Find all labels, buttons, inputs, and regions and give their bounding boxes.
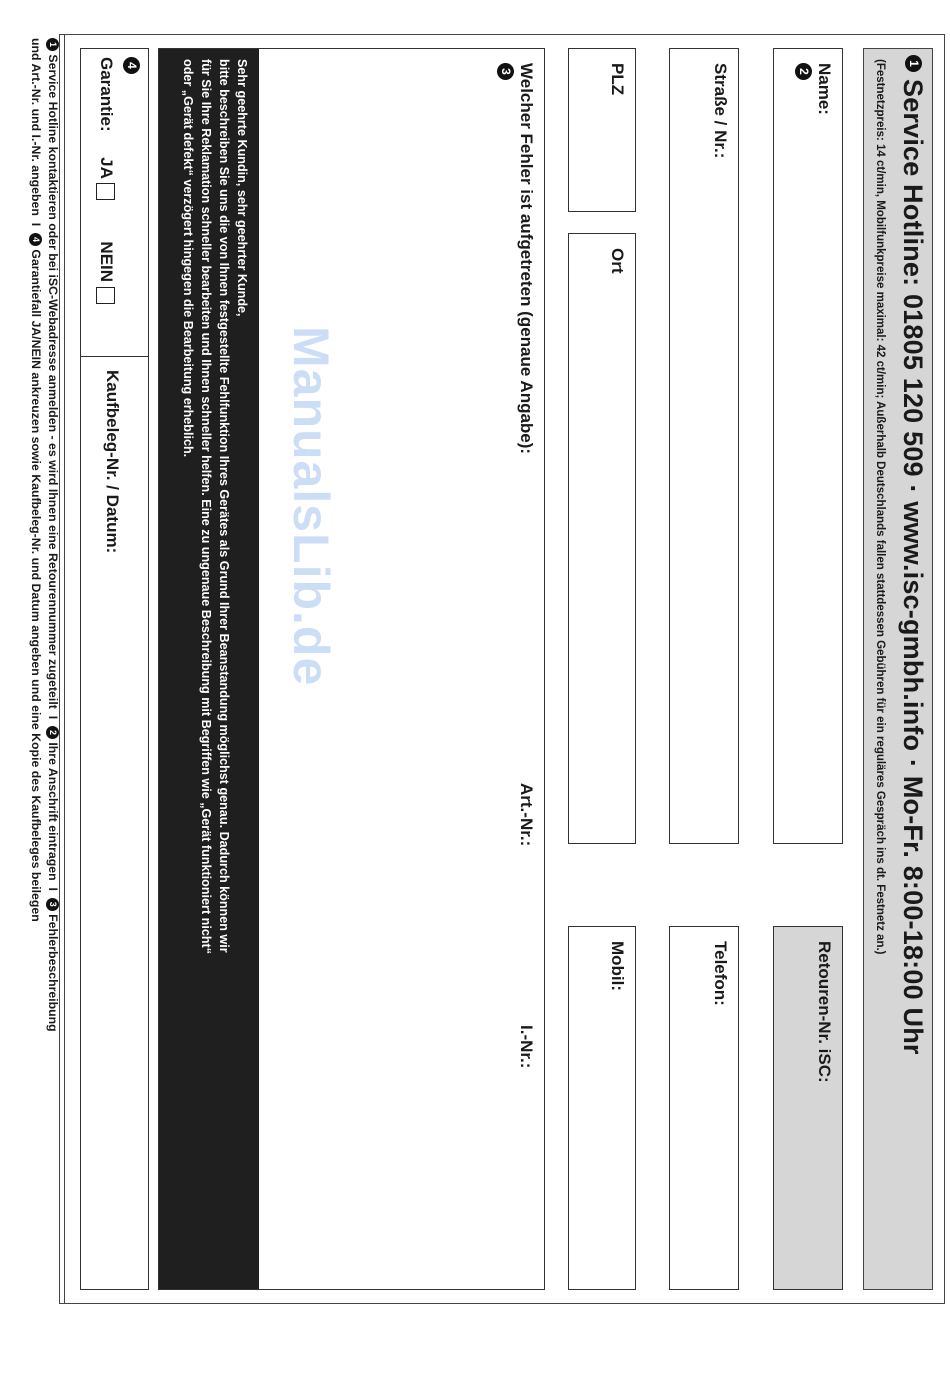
step-3-marker: 3 (497, 63, 514, 80)
footer-line-2 (27, 38, 44, 1300)
footer-separator: I (46, 887, 60, 891)
footer-separator: I (46, 715, 60, 720)
step-4-marker: 4 (123, 57, 140, 74)
customer-notice (159, 49, 259, 1289)
guarantee-no-label: NEIN (97, 241, 116, 283)
return-number-field[interactable] (773, 926, 843, 1290)
guarantee-section (80, 48, 149, 1290)
footer-step-3-marker: 3 (46, 898, 59, 911)
footer-separator: I (29, 222, 43, 227)
footer-step-3-text: Fehlerbeschreibung (46, 914, 60, 1032)
hotline-title: Service Hotline: 01805 120 509 · www.isc-gmbh.info · Mo-Fr. 8:00-18:00 Uhr (898, 79, 928, 1055)
watermark: ManualsLib.de (283, 326, 339, 687)
phone-field[interactable] (669, 926, 739, 1290)
guarantee-no-checkbox[interactable] (96, 287, 115, 304)
guarantee-yes-checkbox[interactable] (96, 183, 115, 200)
street-field[interactable] (669, 48, 739, 844)
footer-step-1-marker: 1 (46, 38, 59, 51)
guarantee-divider (81, 356, 148, 357)
street-label: Straße / Nr.: (711, 63, 730, 159)
error-label: Welcher Fehler ist aufgetreten (genaue Angabe): 3 (498, 63, 536, 455)
footer-line-1 (44, 38, 61, 1300)
return-number-label: Retouren-Nr. iSC: (815, 941, 834, 1083)
name-field[interactable] (773, 48, 843, 844)
guarantee-group (96, 57, 142, 304)
phone-label: Telefon: (711, 941, 730, 1006)
service-hotline-header (863, 48, 933, 1290)
notice-line: für Sie Ihre Reklamation schneller bearbeiten und Ihnen schneller helfen. Eine zu ungenaue Beschreibung mit Begriffen wie „Gerät funktioniert nicht“ (199, 59, 213, 955)
notice-line: oder „Gerät defekt“ verzögert hingegen die Bearbeitung erheblich. (181, 59, 195, 458)
notice-greeting: Sehr geehrte Kundin, sehr geehrter Kunde, (235, 59, 249, 317)
receipt-number-label: Kaufbeleg-Nr. / Datum: (103, 370, 122, 554)
step-1-marker: 1 (905, 55, 922, 72)
footer-step-2-marker: 2 (46, 726, 59, 739)
city-label: Ort (608, 248, 627, 274)
guarantee-yes-label: JA (97, 157, 116, 179)
name-label: Name: 2 (796, 63, 834, 115)
city-field[interactable] (568, 233, 636, 844)
footer-step-3-text-cont: und Art.-Nr. und I.-Nr. angeben (29, 38, 43, 216)
hotline-price-note: (Festnetzpreis: 14 ct/min, Mobilfunkpreise maximal: 42 ct/min; Außerhalb Deutschlands fallen stattdessen Gebühren für ein reguläres Gespräch ins dt. Festnetz an.) (874, 59, 886, 955)
mobile-field[interactable] (568, 926, 636, 1290)
error-description-field[interactable] (158, 48, 545, 1290)
footer-step-1-text: Service Hotline kontaktieren oder bei iSC-Webadresse anmelden - es wird Ihnen eine Retourennummer zugeteilt (46, 54, 60, 709)
footer-step-2-text: Ihre Anschrift eintragen (46, 742, 60, 881)
zip-label: PLZ (608, 63, 627, 96)
guarantee-label: Garantie: (97, 57, 116, 132)
notice-line: bitte beschreiben Sie uns die von Ihnen festgestellte Fehlfunktion Ihres Gerätes als Grund Ihrer Beanstandung möglichst genau. Dadurch können wir (217, 59, 231, 953)
rotated-form-page (29, 34, 945, 1304)
footer-step-4-marker: 4 (29, 233, 42, 246)
article-number-label: Art.-Nr.: (517, 783, 536, 847)
mobile-label: Mobil: (608, 941, 627, 992)
ident-number-label: I.-Nr.: (517, 1025, 536, 1069)
footer-instructions (27, 38, 61, 1300)
zip-field[interactable] (568, 48, 636, 212)
footer-step-4-text: Garantiefall JA/NEIN ankreuzen sowie Kaufbeleg-Nr. und Datum angeben und eine Kopie des Kaufbeleges beilegen (29, 249, 43, 922)
step-2-marker: 2 (795, 63, 812, 80)
footer-divider (64, 34, 65, 1304)
